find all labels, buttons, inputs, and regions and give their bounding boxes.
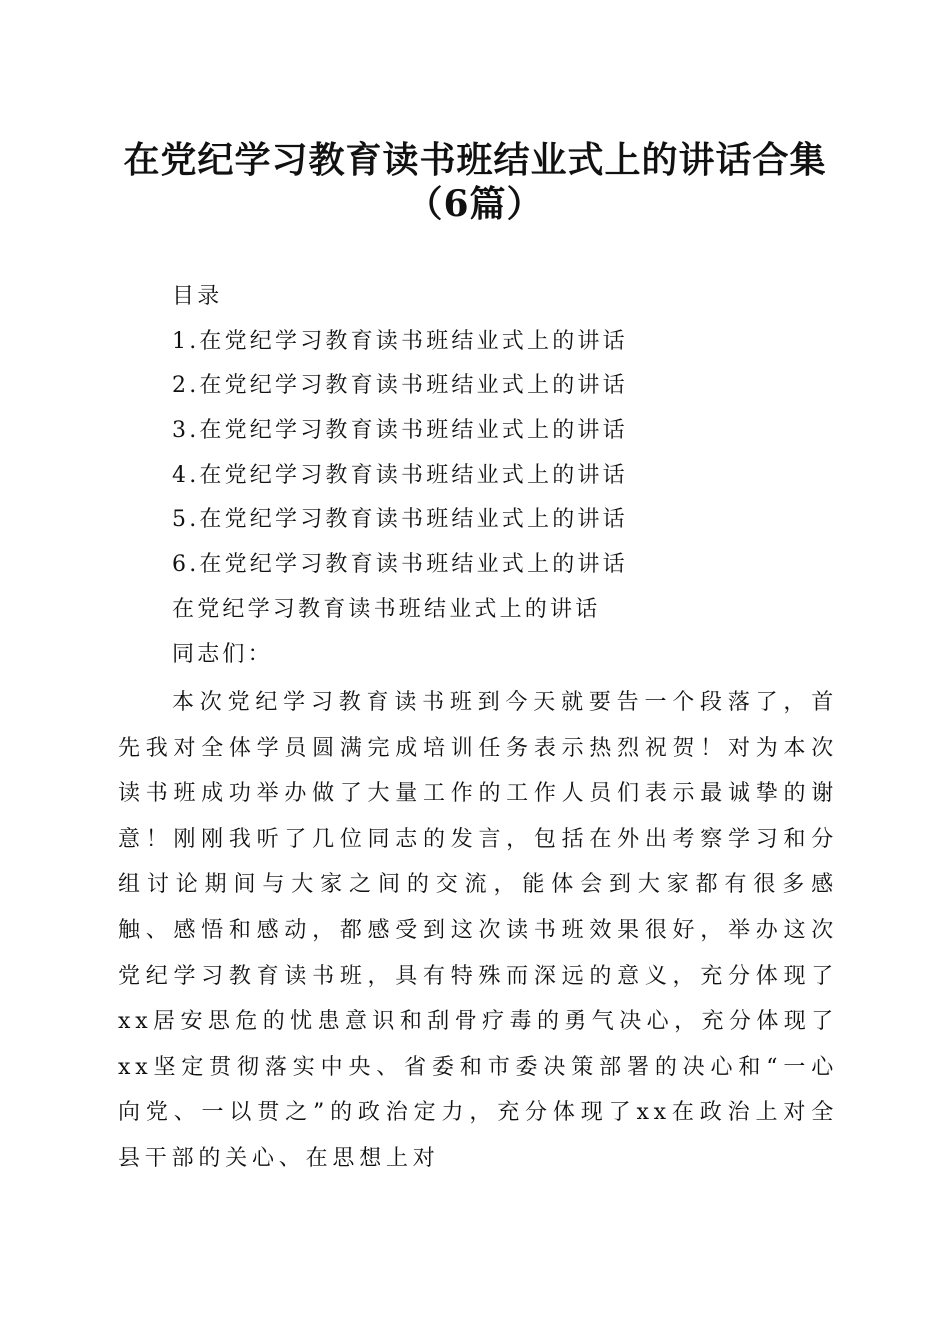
toc-item: 2.在党纪学习教育读书班结业式上的讲话 <box>172 373 628 399</box>
document-title: 在党纪学习教育读书班结业式上的讲话合集 <box>123 139 827 181</box>
document-title-count: （6篇） <box>406 183 544 225</box>
table-of-contents <box>172 280 872 682</box>
toc-item: 4.在党纪学习教育读书班结业式上的讲话 <box>172 462 628 488</box>
toc-item: 5.在党纪学习教育读书班结业式上的讲话 <box>172 507 628 533</box>
toc-heading: 目录 <box>172 284 223 309</box>
body-paragraph: 本次党纪学习教育读书班到今天就要告一个段落了，首先我对全体学员圆满完成培训任务表示热烈祝贺！对为本次读书班成功举办做了大量工作的工作人员们表示最诚挚的谢意！刚刚我听了几位同志的发言，包括在外出考察学习和分组讨论期间与大家之间的交流，能体会到大家都有很多感触、感悟和感动，都感受到这次读书班效果很好，举办这次党纪学习教育读书班，具有特殊而深远的意义，充分体现了xx居安思危的忧患意识和刮骨疗毒的勇气决心，充分体现了xx坚定贯彻落实中央、省委和市委决策部署的决心和“一心向党、一以贯之”的政治定力，充分体现了xx在政治上对全县干部的关心、在思想上对 <box>118 690 838 1171</box>
toc-item: 3.在党纪学习教育读书班结业式上的讲话 <box>172 418 628 444</box>
speech-title: 在党纪学习教育读书班结业式上的讲话 <box>172 596 601 622</box>
toc-item: 6.在党纪学习教育读书班结业式上的讲话 <box>172 552 628 578</box>
salutation: 同志们： <box>172 641 273 667</box>
toc-item: 1.在党纪学习教育读书班结业式上的讲话 <box>172 328 628 354</box>
